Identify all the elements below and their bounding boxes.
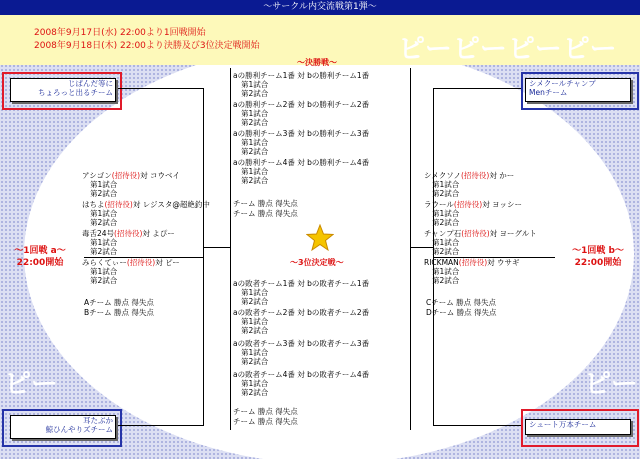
game-label: 第1試合: [241, 80, 269, 89]
team-name: ヨーグルト: [499, 229, 537, 238]
vs-text: 対: [140, 171, 148, 180]
score-row: チーム 勝点 得失点: [233, 417, 298, 426]
score-row: Cチーム 勝点 得失点: [426, 298, 497, 307]
seed-box-bottom-right: [525, 419, 631, 435]
third-match-3: aの敗者チーム3番 対 bの敗者チーム3番: [233, 339, 370, 348]
game-label: 第1試合: [241, 138, 269, 147]
game-label: 第1試合: [90, 267, 118, 276]
third-match-2: aの敗者チーム2番 対 bの敗者チーム2番: [233, 308, 370, 317]
vs-text: 対: [489, 171, 497, 180]
bracket-line: [410, 68, 411, 430]
invite-tag: (招待役): [104, 200, 133, 209]
game-label: 第2試合: [90, 218, 118, 227]
score-row: Dチーム 勝点 得失点: [426, 308, 497, 317]
team-name: ピー: [165, 258, 180, 267]
seed-name-line2: 鯨ひんやりズチーム: [45, 425, 113, 434]
schedule-day1: 2008年9月17日(水) 22:00より1回戦開始: [34, 28, 206, 38]
game-label: 第2試合: [241, 176, 269, 185]
game-label: 第1試合: [241, 348, 269, 357]
team-name: ヨッシー: [492, 200, 522, 209]
game-label: 第2試合: [241, 388, 269, 397]
team-name: はちよ: [82, 200, 105, 209]
score-row: Aチーム 勝点 得失点: [84, 298, 154, 307]
game-label: 第2試合: [432, 247, 460, 256]
seed-name-line2: Menチーム: [529, 88, 568, 97]
round-label-title: ～1回戦 b～: [572, 246, 624, 256]
invite-tag: (招待役): [114, 229, 143, 238]
team-name: よぴー: [152, 229, 175, 238]
game-label: 第1試合: [432, 238, 460, 247]
game-label: 第2試合: [241, 147, 269, 156]
r1b-match-1: [424, 171, 514, 180]
star-icon: [306, 224, 334, 252]
seed-box-bottom-left: [10, 415, 116, 439]
vs-text: 対: [482, 200, 490, 209]
round1-b-label: [558, 245, 638, 269]
game-label: 第1試合: [432, 267, 460, 276]
team-name: RICKMAN: [424, 258, 459, 267]
bracket-line: [433, 88, 521, 89]
final-match-2: aの勝利チーム2番 対 bの勝利チーム2番: [233, 100, 370, 109]
schedule-day2: 2008年9月18日(木) 22:00より決勝及び3位決定戦開始: [34, 41, 260, 51]
score-row: Bチーム 勝点 得失点: [84, 308, 154, 317]
game-label: 第2試合: [432, 218, 460, 227]
game-label: 第2試合: [241, 89, 269, 98]
score-row: チーム 勝点 得失点: [233, 199, 298, 208]
game-label: 第2試合: [432, 189, 460, 198]
third-match-4: aの敗者チーム4番 対 bの敗者チーム4番: [233, 370, 370, 379]
decor-text-right: ピー: [584, 369, 639, 400]
third-place-label: ～3位決定戦～: [290, 258, 344, 267]
final-label: ～決勝戦～: [297, 58, 337, 67]
seed-box-top-left: [10, 78, 116, 102]
r1b-match-4: [424, 258, 520, 267]
round-label-title: ～1回戦 a～: [14, 246, 66, 256]
team-name: シメクソノ: [424, 171, 461, 180]
invite-tag: (招待役): [111, 171, 141, 180]
game-label: 第1試合: [241, 167, 269, 176]
game-label: 第2試合: [241, 297, 269, 306]
vs-text: 対: [132, 200, 141, 209]
game-label: 第2試合: [90, 276, 118, 285]
game-label: 第1試合: [432, 209, 460, 218]
bracket-line: [118, 88, 204, 89]
seed-name-line1: シュート万本チーム: [529, 420, 597, 429]
decor-text-top: ピーピーピーピー: [398, 34, 618, 65]
game-label: 第1試合: [432, 180, 460, 189]
r1a-match-2: [82, 200, 210, 209]
team-name: チャンプ石: [424, 229, 462, 238]
r1b-match-3: [424, 229, 537, 238]
game-label: 第1試合: [241, 379, 269, 388]
game-label: 第2試合: [90, 189, 118, 198]
bracket-line: [204, 247, 230, 248]
round1-a-label: [0, 245, 80, 269]
game-label: 第1試合: [241, 109, 269, 118]
game-label: 第1試合: [90, 180, 118, 189]
invite-tag: (招待役): [460, 171, 490, 180]
game-label: 第2試合: [90, 247, 118, 256]
r1b-match-2: [424, 200, 522, 209]
game-label: 第1試合: [90, 238, 118, 247]
seed-name-line2: ちょろっと出るチーム: [38, 88, 113, 97]
third-match-1: aの敗者チーム1番 対 bの敗者チーム1番: [233, 279, 370, 288]
team-name: かー: [499, 171, 515, 180]
game-label: 第2試合: [241, 326, 269, 335]
team-name: レジスタ@超絶釣中: [142, 200, 210, 209]
invite-tag: (招待役): [458, 258, 488, 267]
vs-text: 対: [487, 258, 495, 267]
bracket-line: [230, 68, 231, 430]
seed-name-line1: シメクールチャンプ: [529, 79, 596, 88]
vs-text: 対: [489, 229, 498, 238]
bracket-line: [118, 425, 204, 426]
team-name: 毒舌24号: [82, 229, 115, 238]
seed-name-line1: じぱんだ等に: [68, 79, 113, 88]
team-name: コウベイ: [149, 171, 180, 180]
bracket-line: [433, 425, 521, 426]
r1a-match-1: [82, 171, 180, 180]
game-label: 第2試合: [241, 118, 269, 127]
game-label: 第1試合: [90, 209, 118, 218]
seed-box-top-right: [525, 78, 631, 102]
game-label: 第2試合: [432, 276, 460, 285]
team-name: みらくてぃー: [82, 258, 127, 267]
final-match-3: aの勝利チーム3番 対 bの勝利チーム3番: [233, 129, 370, 138]
game-label: 第1試合: [241, 317, 269, 326]
team-name: アシゴン: [82, 171, 112, 180]
r1a-match-3: [82, 229, 175, 238]
team-name: ラウール: [424, 200, 454, 209]
round-label-time: 22:00開始: [16, 258, 64, 268]
vs-text: 対: [155, 258, 163, 267]
game-label: 第2試合: [241, 357, 269, 366]
final-match-4: aの勝利チーム4番 対 bの勝利チーム4番: [233, 158, 370, 167]
invite-tag: (招待役): [461, 229, 490, 238]
round-label-time: 22:00開始: [574, 258, 622, 268]
game-label: 第1試合: [241, 288, 269, 297]
page-title: ～サークル内交流戦第1弾～: [0, 0, 640, 15]
team-name: ウサギ: [497, 258, 520, 267]
vs-text: 対: [142, 229, 150, 238]
bracket-line: [410, 247, 434, 248]
invite-tag: (招待役): [126, 258, 156, 267]
score-row: チーム 勝点 得失点: [233, 209, 298, 218]
seed-name-line1: 耳たぶか: [83, 416, 113, 425]
decor-text-left: ピー: [4, 369, 59, 400]
invite-tag: (招待役): [453, 200, 483, 209]
final-match-1: aの勝利チーム1番 対 bの勝利チーム1番: [233, 71, 370, 80]
score-row: チーム 勝点 得失点: [233, 407, 298, 416]
r1a-match-4: [82, 258, 180, 267]
